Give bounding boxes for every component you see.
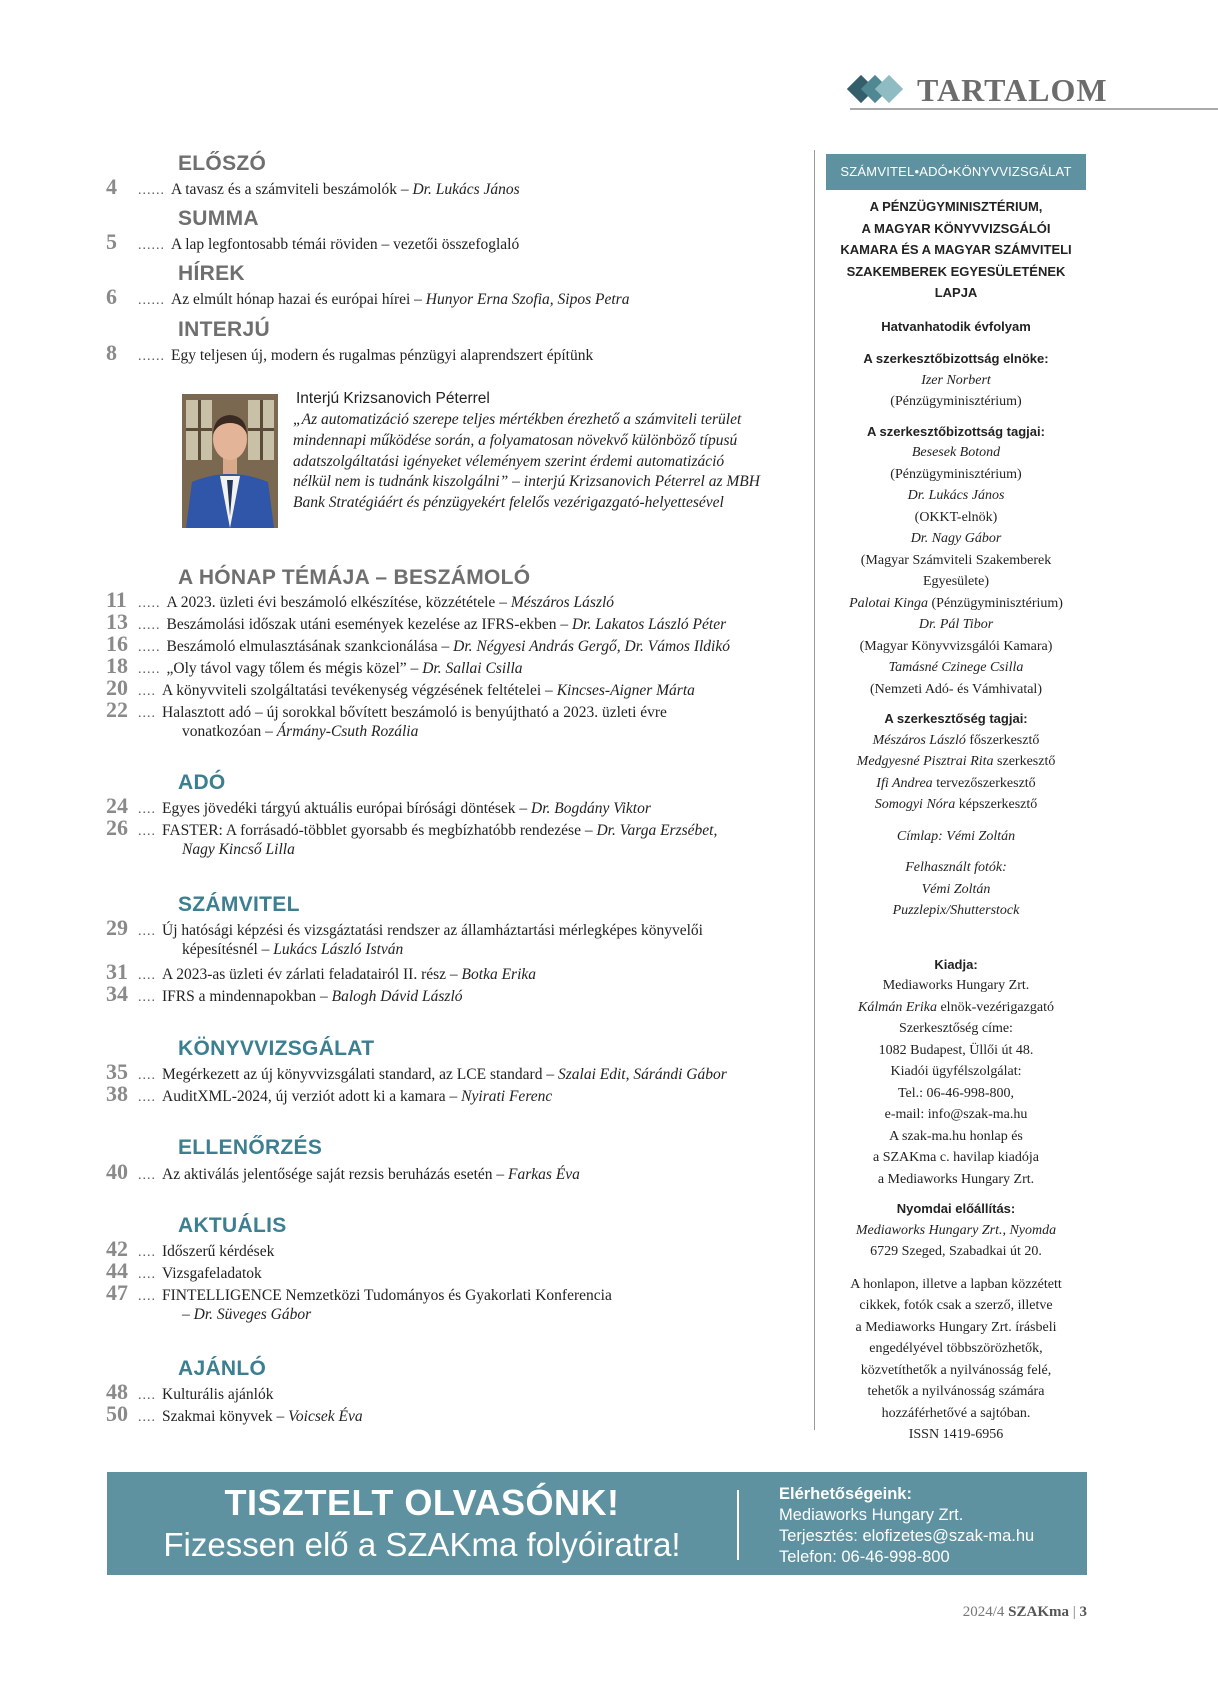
publisher-ceo — [826, 997, 1086, 1019]
leader-dots: ...... — [138, 349, 165, 364]
toc-entry-continuation — [182, 839, 295, 861]
section-title-eloszo: ELŐSZÓ — [178, 152, 267, 175]
banner-divider — [737, 1490, 739, 1560]
entry-title: Új hatósági képzési és vizsgáztatási rendszer az államháztartási mérlegképes könyvelői — [162, 922, 703, 939]
legal-line: A honlapon, illetve a lapban közzétett — [850, 1276, 1062, 1292]
leader-dots: .... — [138, 1068, 156, 1083]
entry-author: Dr. Négyesi András Gergő, Dr. Vámos Ildikó — [453, 638, 730, 655]
staff-line — [826, 730, 1086, 752]
cover-credit: Címlap: Vémi Zoltán — [896, 828, 1016, 844]
member-name: Tamásné Czinege Csilla — [888, 660, 1024, 675]
member-name: Dr. Nagy Gábor — [910, 531, 1002, 546]
publisher-info: Tel.: 06-46-998-800, — [897, 1085, 1015, 1101]
legal-line: engedélyével többszörözhetők, — [869, 1341, 1043, 1356]
staff-line — [826, 773, 1086, 795]
entry-title: Időszerű kérdések — [162, 1243, 275, 1260]
page-number: 31 — [106, 959, 128, 984]
leader-dots: .... — [138, 1388, 156, 1403]
entry-title: Egyes jövedéki tárgyú aktuális európai bírósági döntések – — [162, 800, 532, 817]
toc-entry[interactable] — [106, 983, 463, 1009]
leader-dots: ..... — [138, 640, 161, 655]
member-org: (Pénzügyminisztérium) — [890, 466, 1022, 482]
photo-credit: Vémi Zoltán — [921, 881, 991, 897]
legal-line: cikkek, fotók csak a szerző, illetve — [859, 1298, 1053, 1313]
publisher-info: a SZAKma c. havilap kiadója — [872, 1150, 1039, 1165]
entry-title: – — [182, 1306, 194, 1323]
entry-title: Kulturális ajánlók — [162, 1386, 274, 1403]
interview-quote: „Az automatizáció szerepe teljes mértékben érezhető a számviteli terület mindennapi működése során, a folyamatosan növekvő különböző típusú adatszolgáltatási igényeket véleményem szerint érdemi automatizáció nélkül nem is tudnánk kiszolgálni” – interjú Krizsanovich Péterrel az MBH Bank Stratégiáért és pénzügyekért felelős vezérigazgató-helyettesével — [293, 411, 760, 512]
member-org: (Pénzügyminisztérium) — [928, 595, 1063, 611]
entry-author: Dr. Bogdány Viktor — [531, 800, 651, 817]
section-title-ajanlo: AJÁNLÓ — [178, 1357, 267, 1380]
entry-author: Lukács László István — [273, 941, 404, 958]
page-number: 48 — [106, 1379, 128, 1404]
page-number: 26 — [106, 815, 128, 840]
entry-title: Beszámoló elmulasztásának szankcionálása – — [166, 638, 454, 655]
page-number: 13 — [106, 609, 128, 634]
toc-entry-continuation — [182, 939, 403, 961]
contacts-label: Elérhetőségeink: — [779, 1485, 912, 1503]
publisher-info: 1082 Budapest, Üllői út 48. — [878, 1042, 1034, 1058]
page-title: TARTALOM — [917, 72, 1108, 108]
legal-line: a Mediaworks Hungary Zrt. írásbeli — [855, 1319, 1057, 1335]
page-number: 6 — [106, 284, 117, 309]
entry-title: Vizsgafeladatok — [162, 1265, 262, 1282]
page-number: 3 — [1079, 1604, 1087, 1620]
page-number: 42 — [106, 1236, 128, 1261]
publisher-line: KAMARA ÉS A MAGYAR SZÁMVITELI — [840, 242, 1072, 257]
entry-author: Farkas Éva — [508, 1166, 580, 1183]
member-org: (Magyar Könyvvizsgálói Kamara) — [859, 638, 1053, 654]
staff-name: Ifi Andrea — [876, 775, 933, 791]
page-number: 50 — [106, 1401, 128, 1426]
toc-entry[interactable] — [106, 286, 629, 312]
contact-line: Telefon: 06-46-998-800 — [779, 1548, 950, 1566]
entry-title: Az elmúlt hónap hazai és európai hírei – — [171, 291, 426, 308]
leader-dots: .... — [138, 990, 156, 1005]
toc-entry[interactable] — [106, 1083, 552, 1109]
member-org: (Magyar Számviteli Szakemberek — [860, 552, 1052, 568]
photos-label: Felhasznált fotók: — [905, 860, 1007, 875]
staff-line — [826, 794, 1086, 816]
leader-dots: .... — [138, 824, 156, 839]
legal-line: tehetők a nyilvánosság számára — [867, 1384, 1045, 1399]
member-org: (OKKT-elnök) — [914, 509, 998, 525]
journal-badge: SZÁMVITEL•ADÓ•KÖNYVVIZSGÁLAT — [826, 154, 1086, 190]
contact-line[interactable]: Terjesztés: elofizetes@szak-ma.hu — [779, 1527, 1035, 1545]
entry-author: Nyirati Ferenc — [461, 1088, 553, 1105]
section-title-hirek: HÍREK — [178, 262, 245, 285]
banner-subheading: Fizessen elő a SZAKma folyóiratra! — [163, 1526, 681, 1563]
toc-entry[interactable] — [106, 176, 520, 202]
entry-title: vonatkozóan – — [182, 723, 277, 740]
entry-author: Dr. Sallai Csilla — [422, 660, 523, 677]
banner-heading: TISZTELT OLVASÓNK! — [224, 1482, 620, 1523]
entry-title: A 2023-as üzleti év zárlati feladatairól II. rész – — [162, 966, 462, 983]
staff-role: képszerkesztő — [955, 797, 1038, 812]
leader-dots: .... — [138, 684, 156, 699]
entry-author: Ármány-Csuth Rozália — [276, 723, 419, 740]
leader-dots: ..... — [138, 596, 161, 611]
members-label: A szerkesztőbizottság tagjai: — [867, 423, 1045, 439]
section-title-interju: INTERJÚ — [178, 318, 270, 341]
entry-author: Voicsek Éva — [288, 1408, 363, 1425]
page-number: 24 — [106, 793, 128, 818]
page-footer — [963, 1604, 1087, 1621]
header-rule — [850, 108, 1218, 110]
issn: ISSN 1419-6956 — [908, 1427, 1004, 1442]
chair-label: A szerkesztőbizottság elnöke: — [863, 351, 1049, 366]
entry-author: Mészáros László — [510, 594, 615, 611]
member-org: Egyesülete) — [922, 574, 990, 589]
member-line — [826, 593, 1086, 615]
publisher-info: A szak-ma.hu honlap és — [889, 1128, 1023, 1144]
entry-author: Botka Erika — [461, 966, 537, 983]
page-number: 11 — [106, 587, 127, 612]
photo-credit: Puzzlepix/Shutterstock — [892, 903, 1020, 918]
entry-title: A tavasz és a számviteli beszámolók – — [171, 181, 413, 198]
page-number: 29 — [106, 915, 128, 940]
member-name: Dr. Pál Tibor — [918, 617, 994, 632]
entry-title: A lap legfontosabb témái röviden – vezetői összefoglaló — [171, 236, 520, 253]
leader-dots: ..... — [138, 618, 161, 633]
entry-title: Halasztott adó – új sorokkal bővített beszámoló is benyújtható a 2023. üzleti évre — [162, 704, 667, 721]
interview-heading: Interjú Krizsanovich Péterrel — [296, 390, 490, 407]
toc-entry[interactable] — [106, 1161, 580, 1187]
entry-title: A 2023. üzleti évi beszámoló elkészítése, közzététele – — [166, 594, 511, 611]
entry-author: Nagy Kincső Lilla — [182, 841, 295, 858]
brand-name: SZAKma — [1008, 1604, 1069, 1620]
page-number: 40 — [106, 1159, 128, 1184]
section-title-aktualis: AKTUÁLIS — [178, 1214, 287, 1237]
subscription-banner — [107, 1472, 1087, 1575]
ceo-name: Kálmán Erika — [858, 999, 937, 1015]
page-number: 20 — [106, 675, 128, 700]
page-number: 8 — [106, 340, 117, 365]
member-name: Palotai Kinga — [849, 595, 929, 611]
chair-org: (Pénzügyminisztérium) — [890, 394, 1022, 409]
entry-author: Balogh Dávid László — [331, 988, 463, 1005]
entry-author: Dr. Lukács János — [412, 181, 520, 198]
toc-entry-continuation — [182, 1304, 311, 1326]
chair-name: Izer Norbert — [921, 372, 991, 388]
leader-dots: .... — [138, 1410, 156, 1425]
entry-title: „Oly távol vagy tőlem és mégis közel” – — [166, 660, 423, 677]
leader-dots: ...... — [138, 293, 165, 308]
print-info: Mediaworks Hungary Zrt., Nyomda — [855, 1222, 1057, 1238]
leader-dots: .... — [138, 1245, 156, 1260]
toc-entry-continuation — [182, 721, 418, 743]
interview-portrait — [182, 394, 278, 528]
staff-role: szerkesztő — [993, 754, 1056, 769]
staff-name: Mészáros László — [872, 732, 966, 748]
print-label: Nyomdai előállítás: — [896, 1201, 1016, 1216]
member-org: (Nemzeti Adó- és Vámhivatal) — [870, 681, 1042, 697]
entry-title: Egy teljesen új, modern és rugalmas pénzügyi alaprendszert építünk — [171, 347, 594, 364]
staff-line — [826, 751, 1086, 773]
entry-author: Hunyor Erna Szofia, Sipos Petra — [425, 291, 630, 308]
contact-line: Mediaworks Hungary Zrt. — [779, 1506, 964, 1524]
ceo-role: elnök-vezérigazgató — [936, 999, 1054, 1015]
entry-title: AuditXML-2024, új verziót adott ki a kamara – — [162, 1088, 462, 1105]
page-number: 4 — [106, 174, 117, 199]
section-title-ellenorzes: ELLENŐRZÉS — [178, 1136, 323, 1159]
entry-author: Szalai Edit, Sárándi Gábor — [557, 1066, 727, 1083]
page-number: 35 — [106, 1059, 128, 1084]
section-title-honap: A HÓNAP TÉMÁJA – BESZÁMOLÓ — [178, 566, 531, 589]
section-title-szamvitel: SZÁMVITEL — [178, 893, 300, 916]
entry-title: FINTELLIGENCE Nemzetközi Tudományos és Gyakorlati Konferencia — [162, 1287, 612, 1304]
publisher-info: e-mail: info@szak-ma.hu — [884, 1107, 1028, 1122]
toc-entry[interactable] — [106, 342, 593, 368]
entry-title: Megérkezett az új könyvvizsgálati standard, az LCE standard – — [162, 1066, 558, 1083]
entry-title: Beszámolási időszak utáni események kezelése az IFRS-ekben – — [166, 616, 572, 633]
legal-notice — [826, 1274, 1086, 1425]
entry-title: képesítésnél – — [182, 941, 274, 958]
member-name: Dr. Lukács János — [907, 488, 1005, 503]
page-number: 38 — [106, 1081, 128, 1106]
leader-dots: .... — [138, 968, 156, 983]
page-number: 16 — [106, 631, 128, 656]
publisher-line: A MAGYAR KÖNYVVIZSGÁLÓI — [861, 220, 1051, 236]
column-divider — [814, 150, 815, 1430]
entry-author: Kincses-Aigner Márta — [556, 682, 695, 699]
entry-title: A könyvviteli szolgáltatási tevékenység végzésének feltételei – — [162, 682, 557, 699]
publisher-label: Kiadja: — [934, 956, 978, 972]
issue-number: 2024/4 — [962, 1604, 1005, 1620]
leader-dots: .... — [138, 1289, 156, 1304]
staff-name: Medgyesné Pisztrai Rita — [856, 754, 994, 769]
section-title-konyvvizsgalat: KÖNYVVIZSGÁLAT — [178, 1037, 375, 1060]
page-number: 18 — [106, 653, 128, 678]
page-header — [850, 70, 1218, 112]
print-info: 6729 Szeged, Szabadkai út 20. — [870, 1244, 1042, 1259]
toc-entry[interactable] — [106, 231, 519, 257]
entry-author: Dr. Lakatos László Péter — [571, 616, 727, 633]
publisher-info: Kiadói ügyfélszolgálat: — [890, 1064, 1022, 1079]
legal-line: hozzáférhetővé a sajtóban. — [881, 1405, 1031, 1421]
leader-dots: .... — [138, 802, 156, 817]
leader-dots: .... — [138, 1090, 156, 1105]
section-title-summa: SUMMA — [178, 207, 259, 230]
page-number: 22 — [106, 697, 128, 722]
footer-separator: | — [1072, 1604, 1076, 1620]
publisher-name: Mediaworks Hungary Zrt. — [882, 978, 1030, 993]
publisher-block — [826, 196, 1086, 304]
staff-role: főszerkesztő — [965, 732, 1040, 748]
entry-author: Dr. Varga Erzsébet, — [596, 822, 718, 839]
member-name: Besesek Botond — [911, 445, 1001, 460]
publisher-info: Szerkesztőség címe: — [899, 1021, 1013, 1036]
leader-dots: .... — [138, 1267, 156, 1282]
masthead — [826, 196, 1086, 1446]
volume: Hatvanhatodik évfolyam — [881, 318, 1031, 334]
entry-title: IFRS a mindennapokban – — [162, 988, 332, 1005]
leader-dots: ...... — [138, 183, 165, 198]
entry-title: Az aktiválás jelentősége saját rezsis beruházás esetén – — [162, 1166, 509, 1183]
entry-title: FASTER: A forrásadó-többlet gyorsabb és megbízhatóbb rendezése – — [162, 822, 597, 839]
page-number: 44 — [106, 1258, 128, 1283]
publisher-info: a Mediaworks Hungary Zrt. — [877, 1171, 1035, 1187]
leader-dots: ...... — [138, 238, 165, 253]
page-number: 34 — [106, 981, 128, 1006]
entry-title: Szakmai könyvek – — [162, 1408, 289, 1425]
banner-contacts — [779, 1484, 1034, 1568]
leader-dots: ..... — [138, 662, 161, 677]
staff-role: tervezőszerkesztő — [932, 775, 1036, 791]
staff-name: Somogyi Nóra — [874, 797, 956, 812]
page-number: 47 — [106, 1280, 128, 1305]
entry-author: Dr. Süveges Gábor — [193, 1306, 312, 1323]
leader-dots: .... — [138, 924, 156, 939]
toc-entry[interactable] — [106, 1403, 363, 1429]
section-title-ado: ADÓ — [178, 771, 226, 794]
publisher-line: SZAKEMBEREK EGYESÜLETÉNEK LAPJA — [846, 263, 1066, 300]
legal-line: közvetíthetők a nyilvánosság felé, — [860, 1362, 1052, 1378]
leader-dots: .... — [138, 706, 156, 721]
publisher-line: A PÉNZÜGYMINISZTÉRIUM, — [869, 199, 1043, 214]
leader-dots: .... — [138, 1168, 156, 1183]
page-number: 5 — [106, 229, 117, 254]
staff-label: A szerkesztőség tagjai: — [884, 711, 1028, 726]
